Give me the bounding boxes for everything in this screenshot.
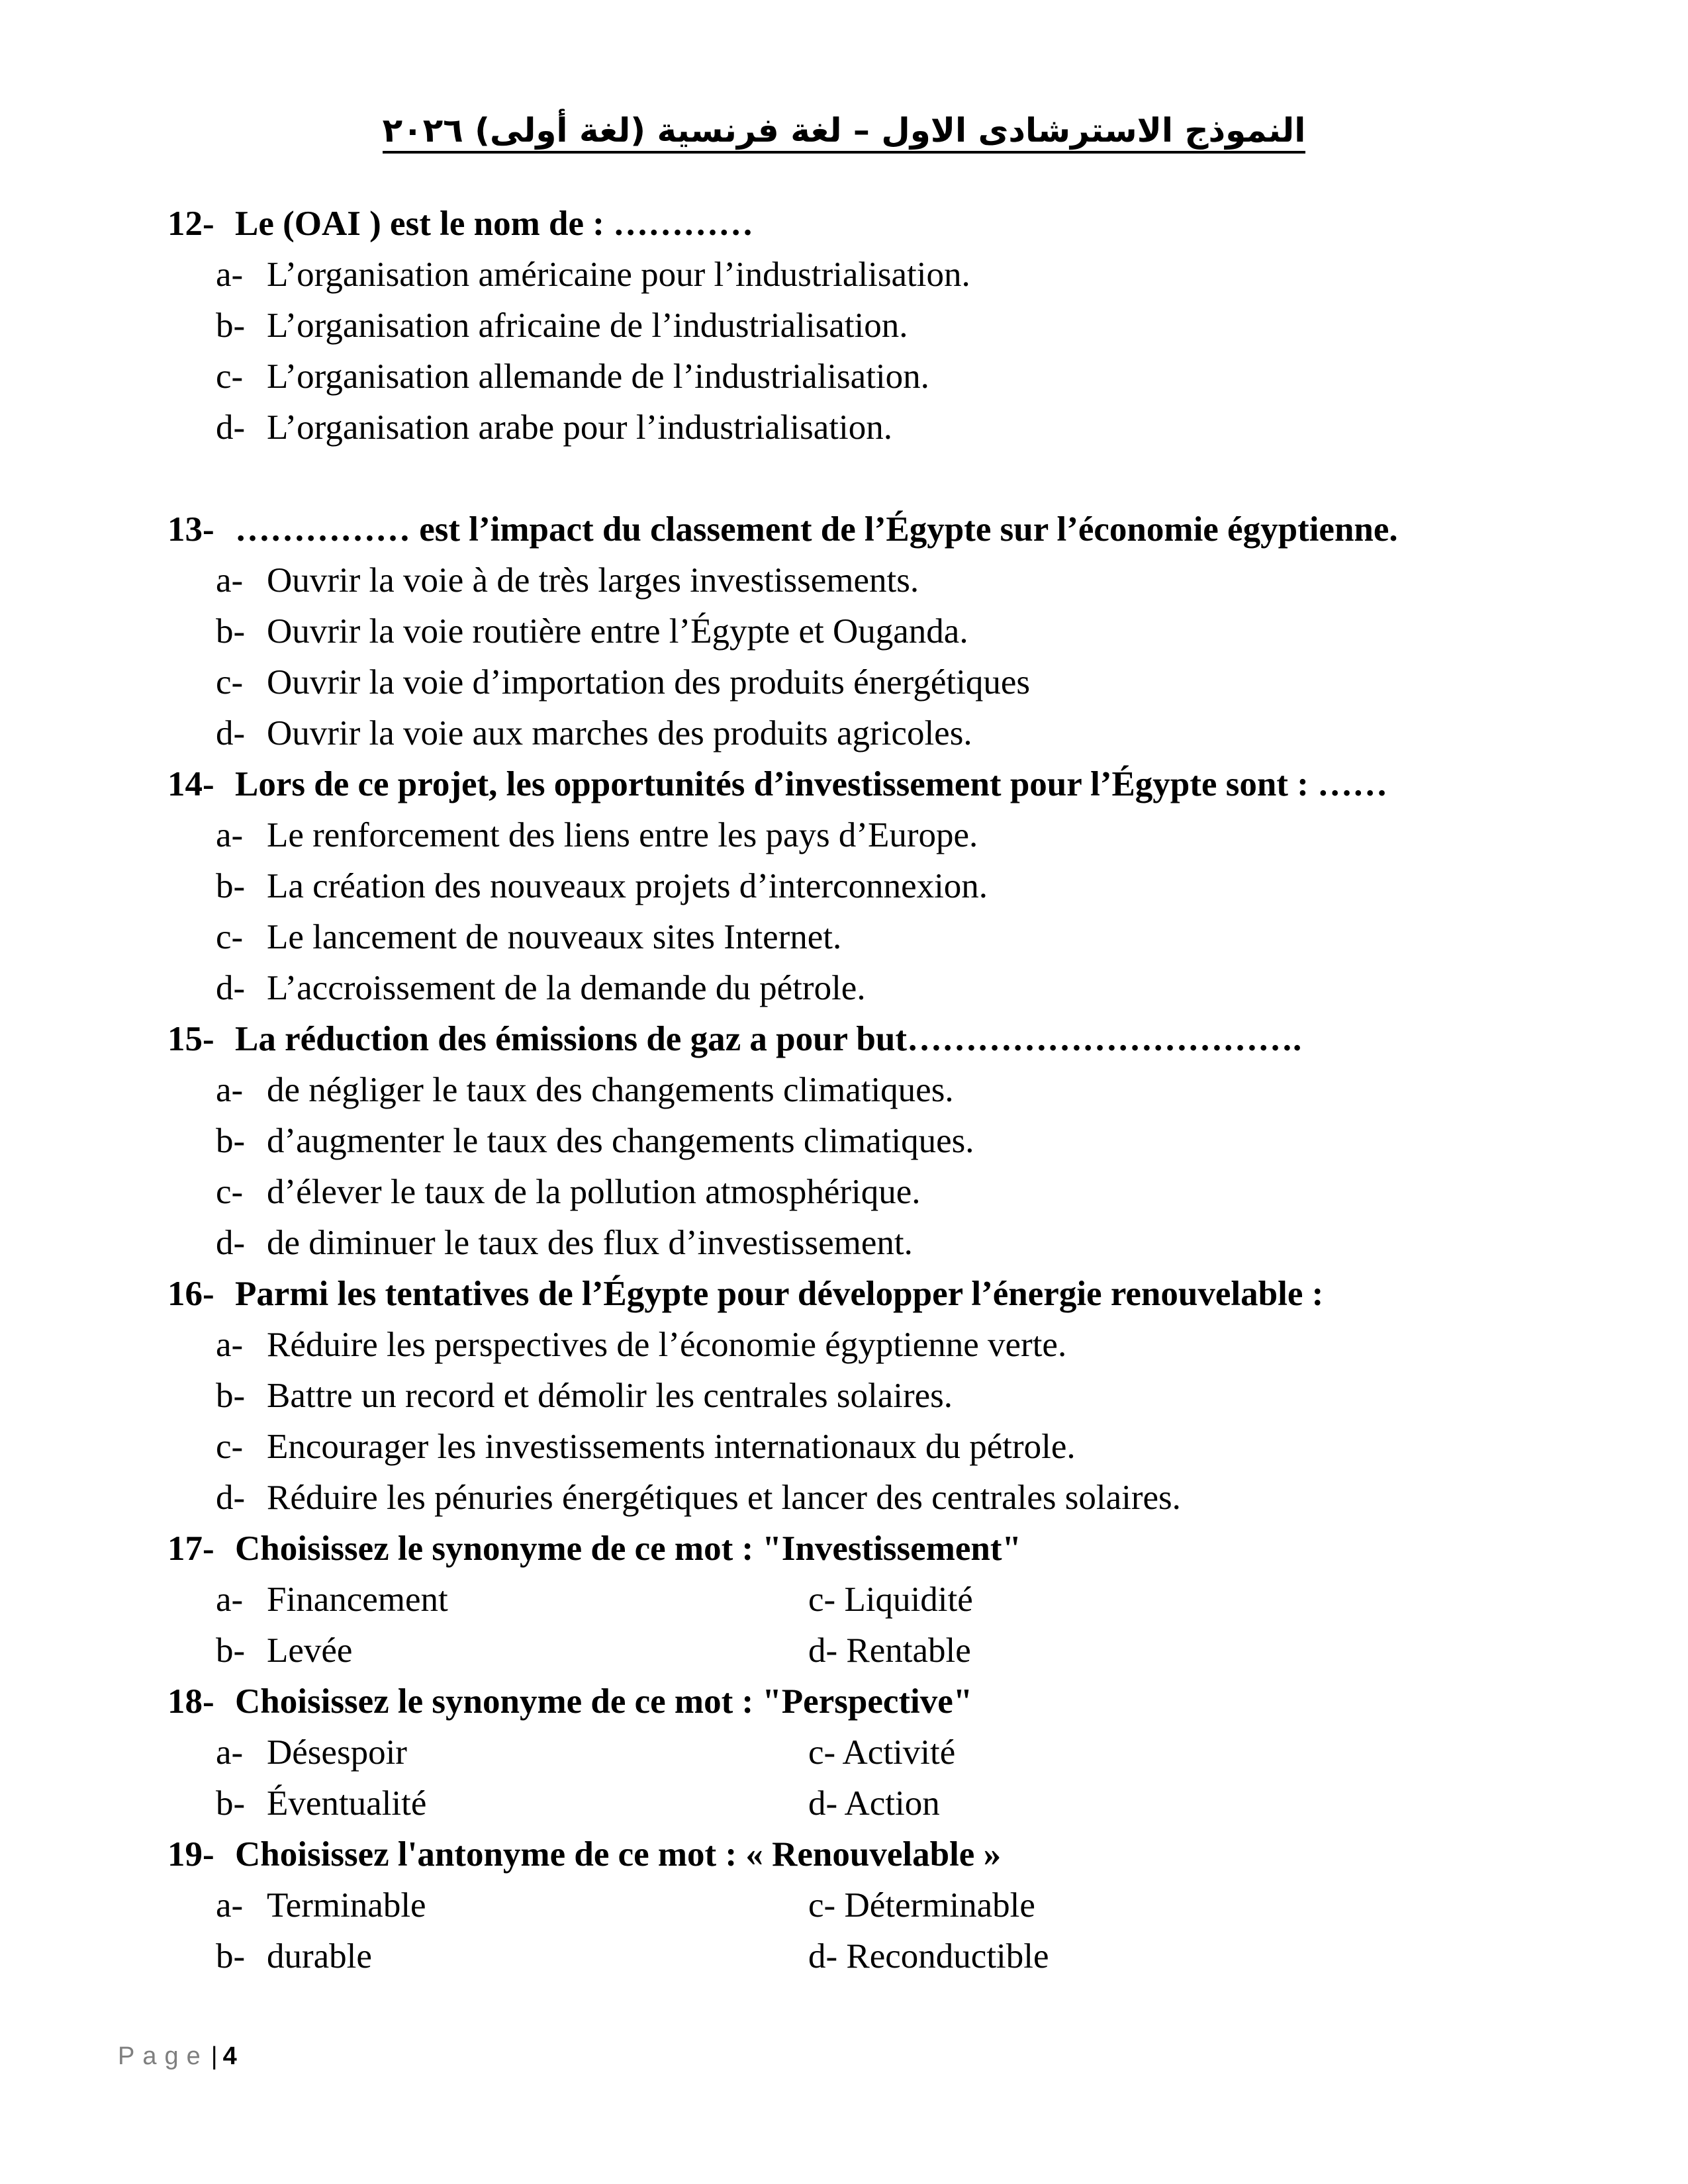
option-letter: a- (216, 561, 244, 600)
option-text: Activité (842, 1733, 956, 1772)
option-c (167, 351, 1544, 402)
option-text: d’élever le taux de la pollution atmosphérique. (267, 1173, 921, 1211)
option-letter: b- (216, 1122, 246, 1160)
question-number: 12- (167, 205, 214, 243)
option-a (216, 1574, 808, 1625)
option-letter: b- (216, 1377, 246, 1415)
option-text: Rentable (846, 1631, 971, 1670)
option-text: Terminable (267, 1886, 426, 1925)
option-text: Ouvrir la voie aux marches des produits agricoles. (267, 714, 972, 752)
question-text: …………… est l’impact du classement de l’Égypte sur l’économie égyptienne. (235, 510, 1398, 549)
question-19 (167, 1829, 1544, 1982)
question-15 (167, 1014, 1544, 1269)
option-a (167, 1065, 1544, 1116)
question-stem (167, 1676, 1544, 1727)
option-letter: a- (216, 1733, 244, 1772)
option-letter: a- (216, 1326, 244, 1364)
question-text: Lors de ce projet, les opportunités d’investissement pour l’Égypte sont : …… (235, 765, 1388, 803)
option-letter: d- (808, 1631, 838, 1670)
option-text: Réduire les perspectives de l’économie égyptienne verte. (267, 1326, 1067, 1364)
option-text: Déterminable (844, 1886, 1035, 1925)
option-d (808, 1931, 1272, 1982)
question-stem (167, 504, 1544, 555)
question-number: 18- (167, 1682, 214, 1721)
option-text: Battre un record et démolir les centrales solaires. (267, 1377, 953, 1415)
option-d (808, 1778, 1272, 1829)
option-text: Encourager les investissements internationaux du pétrole. (267, 1428, 1076, 1466)
option-letter: b- (216, 612, 246, 651)
option-b (167, 1116, 1544, 1167)
question-stem (167, 199, 1544, 250)
question-text: Parmi les tentatives de l’Égypte pour développer l’énergie renouvelable : (235, 1275, 1324, 1313)
option-text: Désespoir (267, 1733, 407, 1772)
option-c (167, 657, 1544, 708)
question-text: Le (OAI ) est le nom de : ………… (235, 205, 754, 243)
option-c (167, 1422, 1544, 1473)
option-grid (167, 1880, 1544, 1982)
option-letter: c- (808, 1886, 836, 1925)
page-footer (118, 2040, 237, 2073)
option-grid (167, 1727, 1544, 1829)
question-stem (167, 1829, 1544, 1880)
option-text: Levée (267, 1631, 353, 1670)
option-text: de diminuer le taux des flux d’investissement. (267, 1224, 913, 1262)
option-d (167, 402, 1544, 453)
question-17 (167, 1524, 1544, 1676)
option-letter: d- (216, 1479, 246, 1517)
option-letter: d- (216, 1224, 246, 1262)
option-letter: d- (216, 714, 246, 752)
option-grid (167, 1574, 1544, 1676)
question-text: Choisissez le synonyme de ce mot : "Investissement" (235, 1529, 1021, 1568)
question-18 (167, 1676, 1544, 1829)
option-a (167, 1320, 1544, 1371)
option-b (216, 1625, 808, 1676)
option-letter: c- (808, 1580, 836, 1619)
option-text: Ouvrir la voie routière entre l’Égypte et Ouganda. (267, 612, 968, 651)
option-text: de négliger le taux des changements climatiques. (267, 1071, 954, 1109)
question-stem (167, 1524, 1544, 1574)
option-b (167, 861, 1544, 912)
question-text: Choisissez le synonyme de ce mot : "Perspective" (235, 1682, 973, 1721)
option-text: Action (844, 1784, 940, 1823)
option-text: Réduire les pénuries énergétiques et lancer des centrales solaires. (267, 1479, 1181, 1517)
option-letter: b- (216, 1784, 246, 1823)
question-number: 16- (167, 1275, 214, 1313)
option-d (167, 963, 1544, 1014)
option-a (167, 250, 1544, 300)
option-letter: d- (216, 408, 246, 447)
option-c (167, 912, 1544, 963)
question-stem (167, 1269, 1544, 1320)
option-a (216, 1880, 808, 1931)
option-letter: a- (216, 816, 244, 854)
spacer (167, 453, 1544, 504)
option-text: Liquidité (844, 1580, 973, 1619)
page-title (0, 107, 1688, 154)
page-label: Page (118, 2042, 209, 2070)
page-number: 4 (222, 2042, 237, 2070)
option-text: Le lancement de nouveaux sites Internet. (267, 918, 842, 956)
option-d (167, 708, 1544, 759)
option-text: L’organisation américaine pour l’industrialisation. (267, 255, 970, 294)
option-letter: c- (216, 1428, 244, 1466)
option-text: Ouvrir la voie à de très larges investissements. (267, 561, 919, 600)
page-separator: | (211, 2042, 218, 2070)
question-text: Choisissez l'antonyme de ce mot : « Renouvelable » (235, 1835, 1002, 1874)
option-letter: c- (216, 1173, 244, 1211)
option-text: Ouvrir la voie d’importation des produits énergétiques (267, 663, 1030, 702)
question-number: 14- (167, 765, 214, 803)
question-text: La réduction des émissions de gaz a pour but……………………………. (235, 1020, 1302, 1058)
option-text: La création des nouveaux projets d’interconnexion. (267, 867, 988, 905)
option-letter: a- (216, 1886, 244, 1925)
option-d (808, 1625, 1272, 1676)
option-letter: d- (808, 1784, 838, 1823)
option-letter: d- (808, 1937, 838, 1976)
question-12 (167, 199, 1544, 453)
option-text: Le renforcement des liens entre les pays d’Europe. (267, 816, 978, 854)
question-13 (167, 504, 1544, 759)
option-letter: b- (216, 306, 246, 345)
option-b (167, 1371, 1544, 1422)
option-c (808, 1880, 1272, 1931)
option-text: L’organisation africaine de l’industrialisation. (267, 306, 908, 345)
option-text: Reconductible (846, 1937, 1049, 1976)
option-d (167, 1218, 1544, 1269)
option-d (167, 1473, 1544, 1524)
option-b (167, 300, 1544, 351)
option-text: L’accroissement de la demande du pétrole. (267, 969, 866, 1007)
option-letter: c- (808, 1733, 836, 1772)
option-letter: a- (216, 1580, 244, 1619)
option-letter: a- (216, 255, 244, 294)
option-b (216, 1778, 808, 1829)
option-letter: c- (216, 357, 244, 396)
question-number: 17- (167, 1529, 214, 1568)
question-number: 19- (167, 1835, 214, 1874)
page-title-text: النموذج الاسترشادى الاول – لغة فرنسية (لغة أولى) ٢٠٢٦ (383, 111, 1306, 154)
option-text: L’organisation allemande de l’industrialisation. (267, 357, 929, 396)
option-b (216, 1931, 808, 1982)
option-text: durable (267, 1937, 372, 1976)
question-14 (167, 759, 1544, 1014)
option-letter: d- (216, 969, 246, 1007)
option-c (808, 1574, 1272, 1625)
option-text: Éventualité (267, 1784, 427, 1823)
option-letter: c- (216, 918, 244, 956)
option-a (167, 555, 1544, 606)
question-number: 15- (167, 1020, 214, 1058)
option-c (808, 1727, 1272, 1778)
option-b (167, 606, 1544, 657)
option-c (167, 1167, 1544, 1218)
option-letter: a- (216, 1071, 244, 1109)
questions-list (167, 199, 1544, 1982)
option-a (216, 1727, 808, 1778)
question-stem (167, 1014, 1544, 1065)
option-letter: c- (216, 663, 244, 702)
option-text: Financement (267, 1580, 448, 1619)
question-16 (167, 1269, 1544, 1524)
option-letter: b- (216, 1937, 246, 1976)
option-letter: b- (216, 1631, 246, 1670)
question-stem (167, 759, 1544, 810)
question-number: 13- (167, 510, 214, 549)
option-text: L’organisation arabe pour l’industrialisation. (267, 408, 892, 447)
option-text: d’augmenter le taux des changements climatiques. (267, 1122, 974, 1160)
option-a (167, 810, 1544, 861)
option-letter: b- (216, 867, 246, 905)
